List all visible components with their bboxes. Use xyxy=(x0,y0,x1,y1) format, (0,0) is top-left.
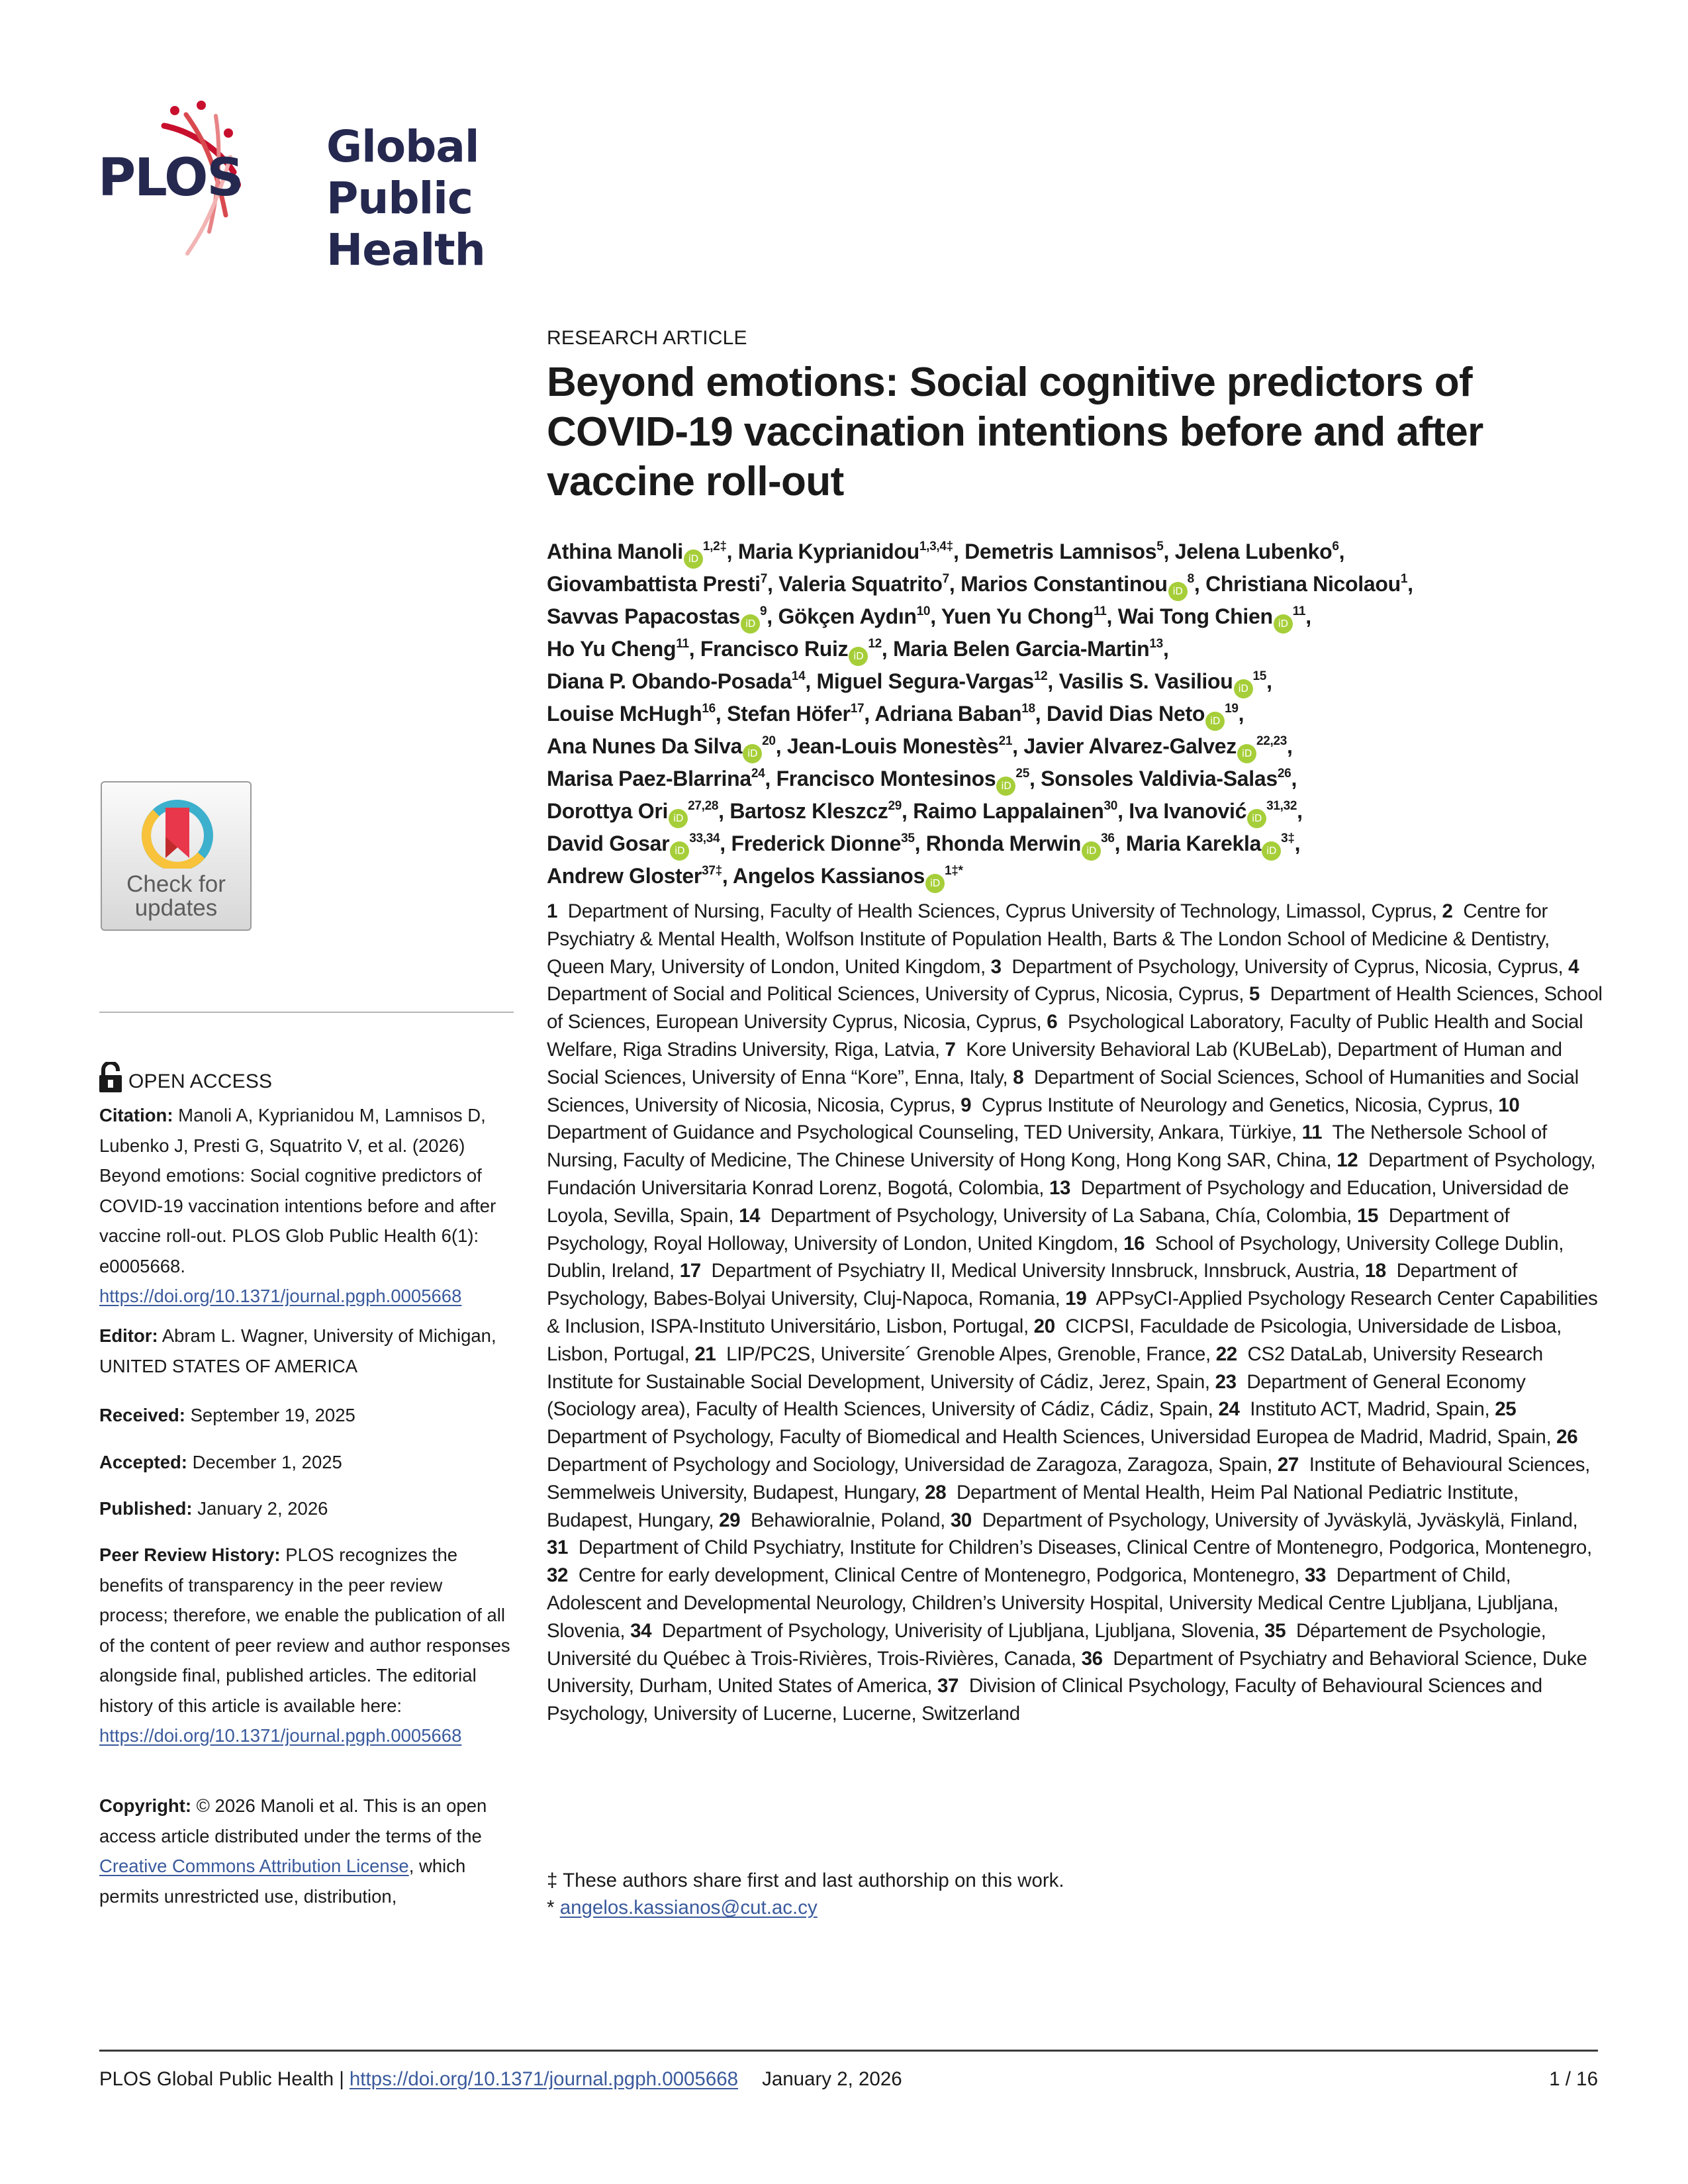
affiliation-text: Department of Child Psychiatry, Institute for Children’s Diseases, Clinical Centre of Montenegro, Podgorica, Montenegro xyxy=(578,1537,1587,1559)
author xyxy=(547,637,689,661)
affiliation-number: 2 xyxy=(1442,900,1453,922)
affiliation-text: Department of Psychology and Education, Universidad de Loyola, Sevilla, Spain xyxy=(547,1176,1569,1227)
author-notes xyxy=(547,1867,1064,1921)
affiliation-number: 23 xyxy=(1215,1370,1237,1393)
plos-swoosh-icon xyxy=(98,93,323,258)
author-name: Gökçen Aydın xyxy=(778,604,917,628)
affiliation-number: 11 xyxy=(1301,1121,1323,1144)
author-affiliation-marker: 19 xyxy=(1225,702,1239,716)
author-name: Louise McHugh xyxy=(547,702,702,726)
affiliation-text: School of Psychology, University College Dublin, Dublin, Ireland xyxy=(547,1232,1564,1282)
affiliation-text: Centre for Psychiatry & Mental Health, Wolfson Institute of Population Health, Barts & The London School of Medicine & Dentistry, Queen Mary, University of London, United Kingdom xyxy=(547,900,1550,978)
author-name: Iva Ivanović xyxy=(1129,799,1247,823)
affiliation-number: 33 xyxy=(1304,1564,1327,1587)
affiliation-text: Département de Psychologie, Université du Québec à Trois-Rivières, Trois-Rivières, Canada xyxy=(547,1619,1546,1670)
footer-divider xyxy=(99,2050,1598,2052)
affiliation-text: Department of Social and Political Sciences, University of Cyprus, Nicosia, Cyprus xyxy=(547,983,1239,1006)
author-affiliation-marker: 16 xyxy=(702,702,716,716)
author-name: Angelos Kassianos xyxy=(732,864,925,888)
affiliation-item xyxy=(961,1094,1488,1116)
author-affiliation-marker: 1,2‡ xyxy=(702,540,727,553)
affiliation-number: 19 xyxy=(1065,1288,1087,1310)
affiliation-text: CICPSI, Faculdade de Psicologia, Universidade de Lisboa, Lisbon, Portugal xyxy=(547,1315,1562,1365)
article-title: Beyond emotions: Social cognitive predictors of COVID-19 vaccination intentions before and after vaccine roll-out xyxy=(547,359,1483,504)
affiliation-item xyxy=(547,1537,1587,1558)
author xyxy=(1126,831,1295,855)
svg-text:PLOS: PLOS xyxy=(98,148,243,208)
author xyxy=(926,831,1115,855)
author-name: Jean-Louis Monestès xyxy=(786,734,999,758)
affiliation-number: 26 xyxy=(1556,1426,1578,1448)
author xyxy=(778,572,949,596)
author-name: Francisco Ruiz xyxy=(700,637,849,661)
affiliation-number: 35 xyxy=(1264,1619,1286,1642)
author xyxy=(547,540,727,563)
affiliation-item xyxy=(547,1564,1294,1586)
orcid-icon[interactable]: iD xyxy=(1168,582,1188,601)
affiliation-text: The Nethersole School of Nursing, Faculty of Medicine, The Chinese University of Hong Kong, Hong Kong SAR, China xyxy=(547,1121,1547,1172)
author-affiliation-marker: 35 xyxy=(901,831,915,845)
affiliation-text: Department of Child, Adolescent and Developmental Neurology, Children’s University Hospital, University Medical Centre Ljubljana, Ljubljana, Slovenia xyxy=(547,1564,1559,1642)
received-date: Received: September 19, 2025 xyxy=(99,1405,355,1425)
author-name: Maria Kyprianidou xyxy=(737,540,919,563)
citation-doi-link[interactable]: https://doi.org/10.1371/journal.pgph.0005668 xyxy=(99,1286,462,1306)
affiliation-number: 6 xyxy=(1047,1011,1058,1033)
orcid-icon[interactable]: iD xyxy=(1274,614,1293,634)
author-name: Ana Nunes Da Silva xyxy=(547,734,743,758)
orcid-icon[interactable]: iD xyxy=(1205,712,1225,731)
orcid-icon[interactable]: iD xyxy=(670,841,689,861)
affiliation-number: 8 xyxy=(1013,1066,1024,1088)
page-number: 1 / 16 xyxy=(1549,2068,1598,2090)
author-list: Athina Manoli $iD^{1,2\ddagger}$, Maria Kyprianidou$^{1,3,4\ddagger}$, Demetris Lamnisos$^5$, Jelena Lubenko$^6$, Giovambattista Presti$^7$, Valeria Squatrito$^7$, Marios Constantinou $iD^8$, Christiana Nicolaou$^1$, Savvas Papacostas $iD^9$, Gökçen Aydın$^{10}$, Yuen Yu Chong$^{11}$, Wai Tong Chien $iD^{11}$, Ho Yu Cheng$^{11}$, Francisco Ruiz $iD^{12}$, Maria Belen Garcia-Martin$^{13}$, Diana P. Obando-Posada$^{14}$, Miguel Segura-Vargas$^{12}$, Vasilis S. Vasiliou $iD^{15}$, Louise McHugh$^{16}$, Stefan Höfer$^{17}$, Adriana Baban$^{18}$, David Dias Neto $iD^{19}$, Ana Nunes Da Silva $iD^{20}$, Jean-Louis Monestès$^{21}$, Javier Alvarez-Galvez iD$^{22,23}$, Marisa Paez-Blarrina$^{24}$, Francisco Montesinos $iD^{25}$, Sonsoles Valdivia-Salas$^{26}$, Dorottya Ori iD$^{27,28}$, Bartosz Kleszcz$^{29}$, Raimo Lappalainen$^{30}$, Iva Ivanović iD$^{31,32}$, David Gosar iD$^{33,34}$, Frederick Dionne$^{35}$, Rhonda Merwin $iD^{36}$, Maria Karekla $iD^{3\ddagger}$, Andrew Gloster$^{37\ddagger}$, Angelos Kassianos $iD^{1\ddagger*}$ xyxy=(547,536,1606,893)
author-name: Marisa Paez-Blarrina xyxy=(547,767,751,790)
affiliation-item xyxy=(630,1620,1254,1642)
affiliation-item xyxy=(739,1205,1346,1227)
affiliation-text: Department of Psychology, Fundación Universitaria Konrad Lorenz, Bogotá, Colombia xyxy=(547,1149,1596,1199)
footer-date: January 2, 2026 xyxy=(762,2068,902,2090)
affiliation-number: 15 xyxy=(1356,1204,1379,1227)
affiliation-text: Division of Clinical Psychology, Faculty of Behavioural Sciences and Psychology, University of Lucerne, Lucerne, Switzerland xyxy=(547,1675,1542,1725)
author xyxy=(1023,734,1287,758)
author-affiliation-marker: 11 xyxy=(1292,604,1306,618)
author-name: Valeria Squatrito xyxy=(778,572,943,596)
affiliation-text: Department of Psychology, Babes-Bolyai University, Cluj-Napoca, Romania xyxy=(547,1260,1517,1310)
author xyxy=(547,572,767,596)
author-affiliation-marker: 13 xyxy=(1149,637,1163,651)
affiliation-number: 9 xyxy=(961,1094,972,1116)
author xyxy=(1059,669,1266,693)
author-affiliation-marker: 26 xyxy=(1277,767,1291,781)
author-affiliation-marker: 18 xyxy=(1021,702,1035,716)
affiliation-number: 32 xyxy=(547,1564,569,1587)
affiliation-number: 29 xyxy=(719,1509,741,1531)
orcid-icon[interactable]: iD xyxy=(741,614,760,634)
author-affiliation-marker: 7 xyxy=(942,572,949,586)
orcid-icon[interactable]: iD xyxy=(1237,744,1256,763)
open-lock-icon xyxy=(99,1062,123,1092)
author xyxy=(964,540,1163,563)
journal-logo[interactable] xyxy=(98,93,628,275)
affiliation-list: 1 Department of Nursing, Faculty of Health Sciences, Cyprus University of Technology, Limassol, Cyprus, 2 Centre for Psychiatry & Mental Health, Wolfson Institute of Population Health, Barts & The London School of Medicine & Dentistry, Queen Mary, University of London, United Kingdom, 3 Department of Psychology, University of Cyprus, Nicosia, Cyprus, 4 Department of Social and Political Sciences, University of Cyprus, Nicosia, Cyprus, 5 Department of Health Sciences, School of Sciences, European University Cyprus, Nicosia, Cyprus, 6 Psychological Laboratory, Faculty of Public Health and Social Welfare, Riga Stradins University, Riga, Latvia, 7 Kore University Behavioral Lab (KUBeLab), Department of Human and Social Sciences, University of Enna “Kore”, Enna, Italy, 8 Department of Social Sciences, School of Humanities and Social Sciences, University of Nicosia, Nicosia, Cyprus, 9 Cyprus Institute of Neurology and Genetics, Nicosia, Cyprus, 10 Department of Guidance and Psychological Counseling, TED University, Ankara, Türkiye, 11 The Nethersole School of Nursing, Faculty of Medicine, The Chinese University of Hong Kong, Hong Kong SAR, China, 12 Department of Psychology, Fundación Universitaria Konrad Lorenz, Bogotá, Colombia, 13 Department of Psychology and Education, Universidad de Loyola, Sevilla, Spain, 14 Department of Psychology, University of La Sabana, Chía, Colombia, 15 Department of Psychology, Royal Holloway, University of London, United Kingdom, 16 School of Psychology, University College Dublin, Dublin, Ireland, 17 Department of Psychiatry II, Medical University Innsbruck, Innsbruck, Austria, 18 Department of Psychology, Babes-Bolyai University, Cluj-Napoca, Romania, 19 APPsyCI-Applied Psychology Research Center Capabilities & Inclusion, ISPA-Instituto Universitário, Lisbon, Portugal, 20 CICPSI, Faculdade de Psicologia, Universidade de Lisboa, Lisbon, Portugal, 21 LIP/PC2S, Universite´ Grenoble Alpes, Grenoble, France, 22 CS2 DataLab, University Research Institute for Sustainable Social Development, University of Cádiz, Jerez, Spain, 23 Department of General Economy (Sociology area), Faculty of Health Sciences, University of Cádiz, Cádiz, Spain, 24 Instituto ACT, Madrid, Spain, 25 Department of Psychology, Faculty of Biomedical and Health Sciences, Universidad Europea de Madrid, Madrid, Spain, 26 Department of Psychology and Sociology, Universidad de Zaragoza, Zaragoza, Spain, 27 Institute of Behavioural Sciences, Semmelweis University, Budapest, Hungary, 28 Department of Mental Health, Heim Pal National Pediatric Institute, Budapest, Hungary, 29 Behawioralnie, Poland, 30 Department of Psychology, University of Jyväskylä, Jyväskylä, Finland, 31 Department of Child Psychiatry, Institute for Children’s Diseases, Clinical Centre of Montenegro, Podgorica, Montenegro, 32 Centre for early development, Clinical Centre of Montenegro, Podgorica, Montenegro, 33 Department of Child, Adolescent and Developmental Neurology, Children’s University Hospital, University Medical Centre Ljubljana, Ljubljana, Slovenia, 34 Department of Psychology, Univerisity of Ljubljana, Ljubljana, Slovenia, 35 Département de Psychologie, Université du Québec à Trois-Rivières, Trois-Rivières, Canada, 36 Department of Psychiatry and Behavioral Science, Duke University, Durham, United States of America, 37 Division of Clinical Psychology, Faculty of Behavioural Sciences and Psychology, University of Lucerne, Lucerne, Switzerland xyxy=(547,900,1603,1725)
affiliation-number: 37 xyxy=(937,1675,959,1697)
footer-doi-link[interactable]: https://doi.org/10.1371/journal.pgph.0005668 xyxy=(349,2068,739,2090)
author-affiliation-marker: 29 xyxy=(888,799,902,813)
sidebar-divider xyxy=(99,1012,514,1013)
affiliation-text: Department of General Economy (Sociology area), Faculty of Health Sciences, University of Cádiz, Cádiz, Spain xyxy=(547,1370,1526,1421)
peer-review-doi-link[interactable]: https://doi.org/10.1371/journal.pgph.0005668 xyxy=(99,1725,462,1746)
author-affiliation-marker: 11 xyxy=(676,637,689,651)
author-affiliation-marker: 27,28 xyxy=(688,799,719,813)
author-name: Yuen Yu Chong xyxy=(941,604,1094,628)
orcid-icon[interactable]: iD xyxy=(1082,841,1101,861)
affiliation-text: APPsyCI-Applied Psychology Research Center Capabilities & Inclusion, ISPA-Instituto Universitário, Lisbon, Portugal xyxy=(547,1288,1598,1337)
author-name: Ho Yu Cheng xyxy=(547,637,677,661)
journal-name: Global Public Health xyxy=(326,121,485,275)
author-name: Francisco Montesinos xyxy=(776,767,996,790)
author-affiliation-marker: 14 xyxy=(791,669,806,683)
footer-journal: PLOS Global Public Health xyxy=(99,2068,334,2090)
author-name: Athina Manoli xyxy=(547,540,683,563)
author-affiliation-marker: 20 xyxy=(762,734,776,748)
author-affiliation-marker: 5 xyxy=(1156,540,1164,553)
author-affiliation-marker: 1,3,4‡ xyxy=(919,540,953,553)
affiliation-item xyxy=(694,1343,1205,1365)
affiliation-text: Instituto ACT, Madrid, Spain xyxy=(1250,1398,1485,1421)
affiliation-number: 10 xyxy=(1498,1094,1520,1116)
citation-block: Citation: Manoli A, Kyprianidou M, Lamnisos D, Lubenko J, Presti G, Squatrito V, et al. (2026) Beyond emotions: Social cognitive predictors of COVID-19 vaccination intentions before and after vaccine roll-out. PLOS Glob Public Health 6(1): e0005668. https://doi.org/10.1371/journal.pgph.0005668 xyxy=(99,1105,496,1306)
affiliation-number: 20 xyxy=(1033,1315,1055,1337)
corresponding-email-link[interactable]: angelos.kassianos@cut.ac.cy xyxy=(559,1897,818,1919)
author-name: David Gosar xyxy=(547,831,670,855)
affiliation-text: Department of Psychology and Sociology, Universidad de Zaragoza, Zaragoza, Spain xyxy=(547,1453,1268,1476)
affiliation-number: 18 xyxy=(1364,1260,1386,1282)
author-name: Demetris Lamnisos xyxy=(964,540,1157,563)
author-affiliation-marker: 33,34 xyxy=(689,831,720,845)
affiliation-number: 30 xyxy=(950,1509,972,1531)
author xyxy=(913,799,1117,823)
author-affiliation-marker: 11 xyxy=(1094,604,1107,618)
author-affiliation-marker: 24 xyxy=(751,767,765,781)
author xyxy=(729,799,902,823)
affiliation-item xyxy=(951,1509,1573,1531)
author xyxy=(733,864,963,888)
footer-separator: | xyxy=(339,2068,344,2090)
author xyxy=(547,831,720,855)
author-affiliation-marker: 1‡* xyxy=(945,864,963,878)
corresponding-author: * angelos.kassianos@cut.ac.cy xyxy=(547,1897,818,1919)
authorship-note: ‡ These authors share first and last authorship on this work. xyxy=(547,1870,1064,1891)
affiliation-number: 21 xyxy=(694,1343,716,1365)
author-affiliation-marker: 12 xyxy=(1033,669,1048,683)
affiliation-number: 3 xyxy=(990,955,1002,978)
copyright-block: Copyright: © 2026 Manoli et al. This is an open access article distributed under the terms of the Creative Commons Attribution License, which permits unrestricted use, distribution, xyxy=(99,1795,487,1907)
affiliation-text: Department of Psychology, Univerisity of Ljubljana, Ljubljana, Slovenia xyxy=(661,1619,1254,1642)
author-name: Stefan Höfer xyxy=(727,702,851,726)
author-name: Raimo Lappalainen xyxy=(913,799,1104,823)
author-affiliation-marker: 31,32 xyxy=(1266,799,1297,813)
author-affiliation-marker: 7 xyxy=(760,572,767,586)
author xyxy=(547,864,722,888)
affiliation-text: Kore University Behavioral Lab (KUBeLab), Department of Human and Social Sciences, University of Enna “Kore”, Enna, Italy xyxy=(547,1038,1562,1088)
orcid-icon[interactable]: iD xyxy=(743,744,762,763)
author xyxy=(1047,702,1239,726)
orcid-icon[interactable]: iD xyxy=(669,809,688,828)
affiliation-text: Department of Psychology, University of La Sabana, Chía, Colombia xyxy=(770,1204,1347,1227)
author xyxy=(547,734,776,758)
author-name: Adriana Baban xyxy=(874,702,1022,726)
author-name: David Dias Neto xyxy=(1046,702,1205,726)
affiliation-number: 25 xyxy=(1495,1398,1517,1421)
affiliation-number: 12 xyxy=(1336,1149,1358,1172)
author-affiliation-marker: 6 xyxy=(1332,540,1339,553)
affiliation-text: LIP/PC2S, Universite´ Grenoble Alpes, Grenoble, France xyxy=(726,1343,1206,1365)
affiliation-text: Behawioralnie, Poland xyxy=(750,1509,941,1531)
author-name: Javier Alvarez-Galvez xyxy=(1023,734,1237,758)
author xyxy=(1118,604,1306,628)
orcid-icon[interactable]: iD xyxy=(849,647,868,666)
author xyxy=(547,604,767,628)
author-name: Bartosz Kleszcz xyxy=(729,799,888,823)
affiliation-text: Department of Health Sciences, School of Sciences, European University Cyprus, Nicosia, Cyprus xyxy=(547,983,1603,1033)
affiliation-number: 28 xyxy=(925,1481,947,1503)
check-for-updates-button[interactable] xyxy=(101,781,252,931)
author xyxy=(817,669,1048,693)
author-affiliation-marker: 17 xyxy=(850,702,865,716)
orcid-icon[interactable]: iD xyxy=(925,874,945,893)
accepted-date: Accepted: December 1, 2025 xyxy=(99,1452,342,1472)
affiliation-item xyxy=(1218,1398,1484,1420)
affiliation-number: 22 xyxy=(1215,1343,1237,1365)
orcid-icon[interactable]: iD xyxy=(1234,679,1253,698)
orcid-icon[interactable]: iD xyxy=(996,777,1015,796)
affiliation-text: Centre for early development, Clinical Centre of Montenegro, Podgorica, Montenegro xyxy=(578,1564,1295,1587)
affiliation-text: Department of Social Sciences, School of Humanities and Social Sciences, University of Nicosia, Nicosia, Cyprus xyxy=(547,1066,1579,1116)
affiliation-text: Department of Nursing, Faculty of Health Sciences, Cyprus University of Technology, Limassol, Cyprus xyxy=(567,900,1432,922)
author-affiliation-marker: 30 xyxy=(1103,799,1118,813)
orcid-icon[interactable]: iD xyxy=(1262,841,1281,861)
affiliation-number: 17 xyxy=(679,1260,701,1282)
author-name: Maria Belen Garcia-Martin xyxy=(893,637,1150,661)
author-name: Rhonda Merwin xyxy=(925,831,1082,855)
affiliation-text: CS2 DataLab, University Research Institute for Sustainable Social Development, University of Cádiz, Jerez, Spain xyxy=(547,1343,1543,1393)
affiliation-text: Department of Psychology, Faculty of Biomedical and Health Sciences, Universidad Europea de Madrid, Madrid, Spain xyxy=(547,1426,1546,1448)
author-affiliation-marker: 37‡ xyxy=(702,864,722,878)
license-link[interactable]: Creative Commons Attribution License xyxy=(99,1856,409,1876)
affiliation-number: 5 xyxy=(1248,983,1260,1006)
affiliation-number: 31 xyxy=(547,1537,569,1559)
affiliation-number: 14 xyxy=(739,1204,761,1227)
affiliation-number: 34 xyxy=(630,1619,652,1642)
affiliation-text: Cyprus Institute of Neurology and Genetics, Nicosia, Cyprus xyxy=(981,1094,1488,1116)
affiliation-number: 16 xyxy=(1123,1232,1145,1255)
author-affiliation-marker: 9 xyxy=(760,604,767,618)
affiliation-number: 4 xyxy=(1568,955,1579,978)
affiliation-text: Department of Psychology, Royal Holloway, University of London, United Kingdom xyxy=(547,1204,1510,1255)
author xyxy=(1129,799,1297,823)
author-name: Vasilis S. Vasiliou xyxy=(1058,669,1233,693)
author-affiliation-marker: 25 xyxy=(1015,767,1029,781)
author-name: Marios Constantinou xyxy=(961,572,1168,596)
author-name: Andrew Gloster xyxy=(547,864,702,888)
affiliation-number: 24 xyxy=(1218,1398,1240,1421)
affiliation-text: Department of Psychiatry and Behavioral Science, Duke University, Durham, United States of America xyxy=(547,1647,1587,1697)
orcid-icon[interactable]: iD xyxy=(684,549,703,569)
author-name: Diana P. Obando-Posada xyxy=(547,669,792,693)
published-date: Published: January 2, 2026 xyxy=(99,1498,328,1519)
author xyxy=(547,767,765,790)
author-name: Maria Karekla xyxy=(1125,831,1262,855)
affiliation-number: 13 xyxy=(1049,1176,1071,1199)
author xyxy=(727,702,864,726)
peer-review-block: Peer Review History: PLOS recognizes the benefits of transparency in the peer review process; therefore, we enable the publication of all of the content of peer review and author responses alongside final, published articles. The editorial history of this article is available here: https://doi.org/10.1371/journal.pgph.0005668 xyxy=(99,1544,510,1746)
affiliation-text: Department of Mental Health, Heim Pal National Pediatric Institute, Budapest, Hungary xyxy=(547,1481,1519,1531)
author-affiliation-marker: 12 xyxy=(868,637,882,651)
crossmark-label: Check for updates xyxy=(126,871,226,921)
author xyxy=(547,799,718,823)
affiliation-text: Institute of Behavioural Sciences, Semmelweis University, Budapest, Hungary xyxy=(547,1453,1590,1503)
author-affiliation-marker: 1 xyxy=(1400,572,1408,586)
author xyxy=(547,669,805,693)
affiliation-item xyxy=(719,1509,940,1531)
author-name: Sonsoles Valdivia-Salas xyxy=(1041,767,1278,790)
author xyxy=(1041,767,1291,790)
author-affiliation-marker: 15 xyxy=(1252,669,1267,683)
affiliation-number: 7 xyxy=(945,1038,956,1061)
open-access-label: OPEN ACCESS xyxy=(128,1070,273,1092)
author-name: Wai Tong Chien xyxy=(1117,604,1273,628)
affiliation-text: Department of Psychology, University of Cyprus, Nicosia, Cyprus xyxy=(1011,955,1558,978)
affiliation-item xyxy=(680,1260,1354,1282)
author-name: Christiana Nicolaou xyxy=(1205,572,1401,596)
author-name: Miguel Segura-Vargas xyxy=(816,669,1034,693)
author-affiliation-marker: 21 xyxy=(998,734,1013,748)
page-footer xyxy=(99,2068,1598,2091)
author xyxy=(731,831,914,855)
crossmark-icon xyxy=(128,794,226,869)
author xyxy=(893,637,1163,661)
affiliation-text: Department of Psychiatry II, Medical University Innsbruck, Innsbruck, Austria xyxy=(711,1260,1355,1282)
editor-block: Editor: Abram L. Wagner, University of Michigan, UNITED STATES OF AMERICA xyxy=(99,1325,496,1376)
article-type: RESEARCH ARTICLE xyxy=(547,327,747,349)
author xyxy=(1205,572,1407,596)
author xyxy=(700,637,882,661)
author-name: Savvas Papacostas xyxy=(547,604,740,628)
author-affiliation-marker: 3‡ xyxy=(1281,831,1295,845)
author-affiliation-marker: 22,23 xyxy=(1256,734,1287,748)
orcid-icon[interactable]: iD xyxy=(1247,809,1266,828)
affiliation-item xyxy=(991,956,1558,978)
author xyxy=(776,767,1029,790)
affiliation-number: 1 xyxy=(547,900,558,922)
author-affiliation-marker: 8 xyxy=(1187,572,1194,586)
open-access-badge xyxy=(99,1062,272,1092)
affiliation-text: Psychological Laboratory, Faculty of Public Health and Social Welfare, Riga Stradins University, Riga, Latvia xyxy=(547,1011,1583,1061)
author-name: Jelena Lubenko xyxy=(1174,540,1333,563)
author xyxy=(778,604,930,628)
affiliation-text: Department of Psychology, University of Jyväskylä, Jyväskylä, Finland xyxy=(982,1509,1573,1531)
author xyxy=(961,572,1194,596)
author-name: Frederick Dionne xyxy=(731,831,902,855)
author xyxy=(1175,540,1339,563)
author xyxy=(787,734,1012,758)
affiliation-number: 36 xyxy=(1081,1647,1103,1670)
author-affiliation-marker: 36 xyxy=(1101,831,1115,845)
author xyxy=(547,702,716,726)
author xyxy=(738,540,953,563)
affiliation-item xyxy=(547,900,1432,922)
author-name: Dorottya Ori xyxy=(547,799,669,823)
author-affiliation-marker: 10 xyxy=(916,604,931,618)
affiliation-number: 27 xyxy=(1277,1453,1299,1476)
affiliation-text: Department of Guidance and Psychological Counseling, TED University, Ankara, Türkiye xyxy=(547,1121,1291,1144)
author xyxy=(941,604,1107,628)
author-name: Giovambattista Presti xyxy=(547,572,761,596)
author xyxy=(874,702,1035,726)
